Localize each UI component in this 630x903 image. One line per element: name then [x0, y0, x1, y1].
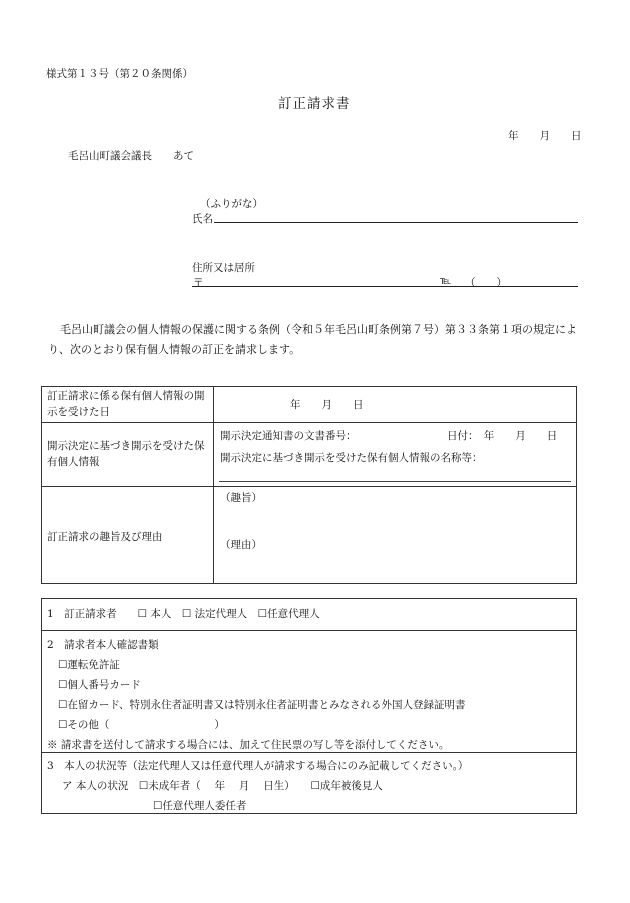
section-divider [41, 752, 577, 753]
address-field[interactable] [192, 286, 578, 287]
mail-note: ※ 請求書を送付して請求する場合には、加えて住民票の写し等を添付してください。 [47, 739, 450, 751]
form-number: 様式第１３号（第２０条関係） [46, 68, 193, 80]
row2-name-field[interactable] [219, 481, 571, 482]
intro-text: 毛呂山町議会の個人情報の保護に関する条例（令和５年毛呂山町条例第７号）第３３条第１項の規定により、次のとおり保有個人情報の訂正を請求します。 [48, 323, 577, 356]
row3-purpose: （趣旨） [220, 492, 262, 504]
page-title: 訂正請求書 [278, 96, 351, 112]
doc-residence-card[interactable]: ☐在留カード、特別永住者証明書又は特別永住者証明書とみなされる外国人登録証明書 [58, 699, 466, 711]
doc-other[interactable]: ☐その他（ ） [58, 719, 225, 731]
request-date: 年 月 日 [508, 130, 582, 142]
tel-parens: （ ） [465, 277, 507, 289]
table-row-divider [41, 486, 577, 487]
status-line-1[interactable]: ア 本人の状況 ☐未成年者（ 年 月 日生） ☐成年被後見人 [62, 780, 383, 792]
furigana-label: （ふりがな） [200, 198, 263, 210]
table-row-divider [41, 422, 577, 423]
postal-mark: 〒 [193, 277, 204, 289]
row2-doc-number: 開示決定通知書の文書番号： [220, 430, 357, 442]
id-docs-title: 2 請求者本人確認書類 [47, 639, 159, 651]
table-divider [213, 386, 214, 584]
row1-value[interactable]: 年 月 日 [290, 399, 364, 411]
name-field[interactable] [214, 222, 578, 223]
name-label: 氏名 [192, 213, 213, 225]
status-line-2[interactable]: ☐任意代理人委任者 [153, 800, 247, 812]
row2-date: 日付： 年 月 日 [447, 430, 558, 442]
addressee: 毛呂山町議会議長 あて [68, 150, 194, 162]
doc-drivers-license[interactable]: ☐運転免許証 [58, 659, 120, 671]
row2-label: 開示決定に基づき開示を受けた保有個人情報 [47, 440, 205, 468]
row3-reason: （理由） [220, 539, 262, 551]
section-divider [41, 630, 577, 631]
row1-label: 訂正請求に係る保有個人情報の開示を受けた日 [47, 390, 205, 418]
address-label: 住所又は居所 [192, 262, 255, 274]
doc-my-number-card[interactable]: ☐個人番号カード [58, 679, 141, 691]
tel-label: ℡ [440, 275, 452, 287]
requester-type[interactable]: 1 訂正請求者 ☐ 本人 ☐ 法定代理人 ☐任意代理人 [47, 608, 320, 620]
row3-label: 訂正請求の趣旨及び理由 [47, 531, 163, 543]
status-title: 3 本人の状況等（法定代理人又は任意代理人が請求する場合にのみ記載してください。） [47, 760, 469, 772]
row2-name: 開示決定に基づき開示を受けた保有個人情報の名称等： [220, 452, 483, 464]
